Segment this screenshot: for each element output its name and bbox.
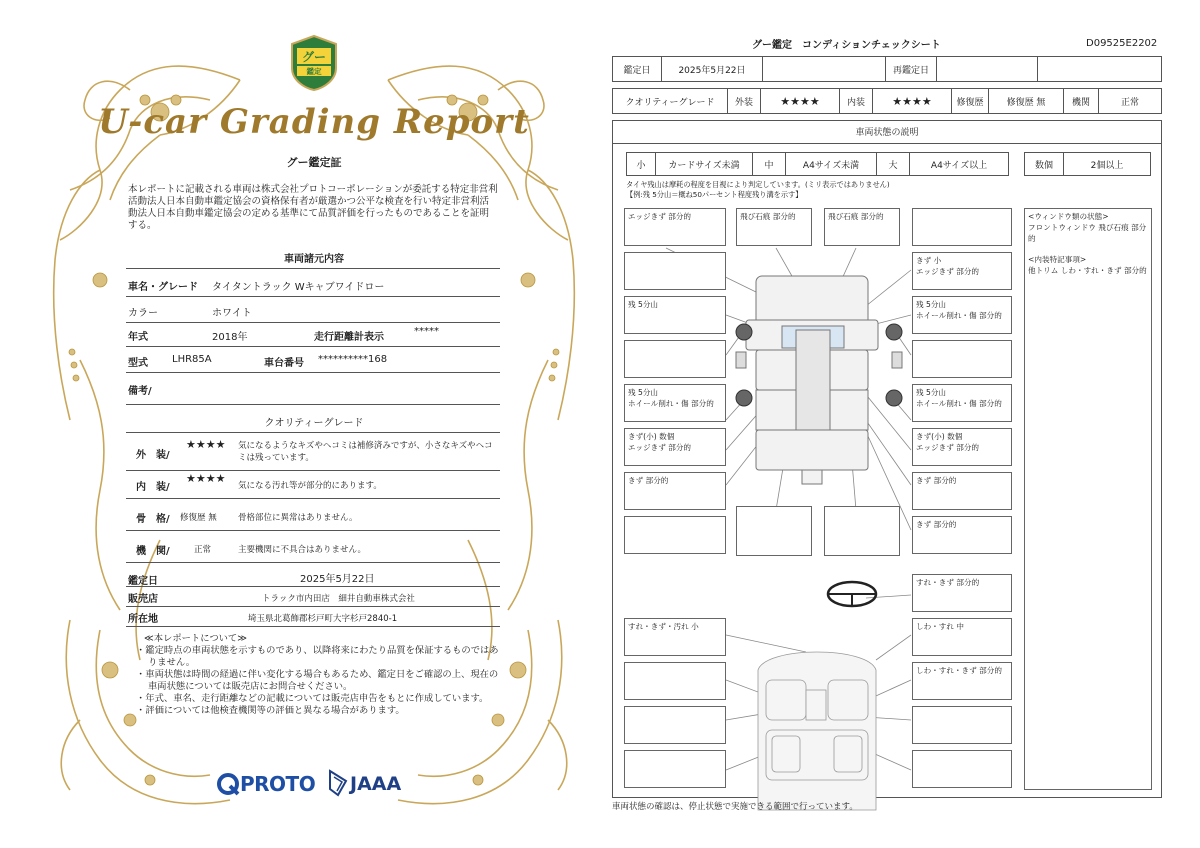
notes-heading: ≪本レポートについて≫ — [144, 633, 247, 644]
redate-label: 再鑑定日 — [885, 56, 937, 82]
date-label: 鑑定日 — [612, 56, 662, 82]
remarks-label: 備考/ — [128, 386, 152, 397]
divider — [126, 498, 500, 499]
large-label: 大 — [876, 152, 910, 176]
engine-label: 機 関/ — [136, 546, 170, 557]
exterior-label: 外装 — [727, 88, 761, 114]
spec-heading: 車両諸元内容 — [284, 254, 344, 265]
condition-box: 飛び石痕 部分的 — [824, 208, 900, 246]
document-id: D09525E2202 — [1086, 38, 1158, 49]
proto-logo-icon — [216, 772, 242, 796]
note-item: ・年式、車名、走行距離などの記載については販売店申告をもとに作成しています。 — [136, 693, 489, 704]
state-heading: 車両状態の説明 — [612, 120, 1162, 144]
truck-cab — [756, 276, 868, 326]
date-value: 2025年5月22日 — [300, 574, 375, 585]
condition-text: 残 5分山 — [916, 300, 947, 309]
proto-brand: PROTO — [240, 772, 316, 796]
condition-text: 残 5分山 — [916, 388, 947, 397]
mileage-value: ***** — [414, 326, 439, 337]
year-label: 年式 — [128, 332, 148, 343]
exterior-label: 外 装/ — [136, 450, 170, 461]
goo-kantei-logo — [288, 34, 340, 92]
certificate-title: グー鑑定証 — [286, 156, 342, 169]
divider — [126, 296, 500, 297]
condition-box — [912, 428, 1012, 466]
frame-text: 骨格部位に異常はありません。 — [238, 513, 358, 523]
condition-text: 残 5分山 — [628, 388, 659, 397]
condition-box: すれ・きず・汚れ 小 — [624, 618, 726, 656]
frame-label: 骨 格/ — [136, 514, 170, 525]
exterior-stars: ★★★★ — [760, 88, 840, 114]
condition-text: ホイール削れ・傷 部分的 — [916, 311, 1002, 320]
chassis-label: 車台番号 — [264, 358, 304, 369]
condition-box: しわ・すれ・きず 部分的 — [912, 662, 1012, 700]
interior-stars: ★★★★ — [186, 472, 226, 485]
condition-box — [912, 750, 1012, 788]
condition-box: きず 部分的 — [912, 472, 1012, 510]
interior-label: 内装 — [839, 88, 873, 114]
report-notes — [136, 633, 506, 717]
address-label: 所在地 — [128, 614, 158, 625]
condition-text: エッジきず 部分的 — [916, 443, 980, 452]
address-value: 埼玉県北葛飾郡杉戸町大字杉戸2840-1 — [248, 614, 398, 624]
condition-box — [624, 252, 726, 290]
condition-box: しわ・すれ 中 — [912, 618, 1012, 656]
exterior-text: 気になるようなキズやヘコミは補修済みですが、小さなキズやヘコミは残っています。 — [238, 441, 493, 463]
dealer-value: トラック市内田店 細井自動車株式会社 — [262, 594, 415, 604]
date-label: 鑑定日 — [128, 576, 158, 587]
condition-box: すれ・きず 部分的 — [912, 574, 1012, 612]
model-label: 型式 — [128, 358, 148, 369]
note-item: ・車両状態は時間の経過に伴い変化する場合もあるため、鑑定日をご確認の上、現在の車両状態については販売店にお問合せください。 — [136, 669, 499, 692]
sheet-footer: 車両状態の確認は、停止状態で実施できる範囲で行っています。 — [612, 802, 858, 812]
condition-box — [624, 706, 726, 744]
year-value: 2018年 — [212, 332, 248, 343]
divider — [126, 432, 500, 433]
divider — [126, 470, 500, 471]
special-notes-panel — [1024, 208, 1152, 790]
report-script-title: U-car Grading Report — [98, 102, 530, 142]
condition-box — [912, 252, 1012, 290]
condition-box: きず 部分的 — [624, 472, 726, 510]
color-label: カラー — [128, 308, 158, 319]
frame-value: 修復歴 無 — [180, 513, 217, 523]
tire-note-1: タイヤ残山は摩耗の程度を目視により判定しています。(ミリ表示ではありません) — [626, 180, 890, 189]
interior-notes-text: 他トリム しわ・すれ・きず 部分的 — [1028, 266, 1147, 275]
grading-certificate — [40, 20, 588, 830]
jaaa-logo-icon — [328, 769, 348, 797]
divider — [126, 586, 500, 587]
condition-box — [912, 296, 1012, 334]
condition-box: 飛び石痕 部分的 — [736, 208, 812, 246]
divider — [126, 372, 500, 373]
engine-value: 正常 — [1098, 88, 1162, 114]
repair-value: 修復歴 無 — [988, 88, 1064, 114]
condition-box — [912, 340, 1012, 378]
condition-box: エッジきず 部分的 — [624, 208, 726, 246]
svg-text:鑑定: 鑑定 — [306, 67, 322, 76]
mid-value: A4サイズ未満 — [785, 152, 877, 176]
small-label: 小 — [626, 152, 656, 176]
date-value: 2025年5月22日 — [661, 56, 763, 82]
mid-label: 中 — [752, 152, 786, 176]
condition-box — [624, 384, 726, 422]
interior-stars: ★★★★ — [872, 88, 952, 114]
divider — [126, 346, 500, 347]
condition-text: きず(小) 数個 — [916, 432, 963, 441]
color-value: ホワイト — [212, 308, 252, 319]
large-value: A4サイズ以上 — [909, 152, 1009, 176]
condition-text: きず(小) 数個 — [628, 432, 675, 441]
condition-box: きず 部分的 — [912, 516, 1012, 554]
sheet-title: グー鑑定 コンディションチェックシート — [752, 40, 941, 51]
exterior-stars: ★★★★ — [186, 438, 226, 451]
divider — [126, 404, 500, 405]
condition-box: 残 5分山 — [624, 296, 726, 334]
divider — [126, 606, 500, 607]
note-item: ・鑑定時点の車両状態を示すものであり、以降将来にわたり品質を保証するものではありません。 — [136, 645, 499, 668]
condition-box — [624, 340, 726, 378]
small-value: カードサイズ未満 — [655, 152, 753, 176]
damage-diagram — [606, 30, 1026, 820]
condition-text: ホイール削れ・傷 部分的 — [916, 399, 1002, 408]
condition-text: ホイール削れ・傷 部分的 — [628, 399, 714, 408]
engine-text: 主要機関に不具合はありません。 — [238, 545, 367, 555]
quality-label: クオリティーグレード — [612, 88, 728, 114]
count-value: 2個以上 — [1063, 152, 1151, 176]
condition-box — [624, 428, 726, 466]
divider — [126, 530, 500, 531]
condition-text: エッジきず 部分的 — [916, 267, 980, 276]
chassis-value: **********168 — [318, 354, 388, 365]
condition-box — [624, 662, 726, 700]
condition-text: エッジきず 部分的 — [628, 443, 692, 452]
condition-box — [736, 506, 812, 556]
condition-box — [912, 208, 1012, 246]
count-label: 数個 — [1024, 152, 1064, 176]
window-text: フロントウィンドウ 飛び石痕 部分的 — [1028, 223, 1147, 243]
steering-wheel-icon — [828, 582, 876, 606]
window-heading: <ウィンドウ類の状態> — [1028, 212, 1109, 221]
mileage-label: 走行距離計表示 — [314, 332, 384, 343]
condition-box — [912, 384, 1012, 422]
divider — [126, 268, 500, 269]
condition-check-sheet — [606, 30, 1176, 820]
condition-box — [912, 706, 1012, 744]
car-name-label: 車名・グレード — [128, 282, 198, 293]
condition-text: きず 小 — [916, 256, 942, 265]
engine-value: 正常 — [194, 545, 212, 555]
dealer-label: 販売店 — [128, 594, 158, 605]
svg-text:グー: グー — [301, 50, 327, 64]
intro-text: 本レポートに記載される車両は株式会社プロトコーポレーションが委託する特定非営利活動法人日本自動車鑑定協会の資格保有者が厳選かつ公平な検査を行い特定非営利活動法人日本自動車鑑定協会の定める基準にて品質評価を行ったものであることを証明する。 — [128, 184, 498, 231]
model-value: LHR85A — [172, 354, 212, 365]
tire-note-2: 【例:残 5分山＝概ね50パーセント程度残り溝を示す】 — [626, 190, 803, 199]
condition-box — [624, 516, 726, 554]
divider — [126, 562, 500, 563]
quality-heading: クオリティーグレード — [264, 418, 364, 429]
interior-notes-heading: <内装特記事項> — [1028, 255, 1087, 264]
interior-text: 気になる汚れ等が部分的にあります。 — [238, 481, 382, 491]
repair-label: 修復歴 — [951, 88, 989, 114]
jaaa-brand: JAAA — [350, 773, 402, 795]
interior-label: 内 装/ — [136, 482, 170, 493]
divider — [126, 322, 500, 323]
condition-box — [624, 750, 726, 788]
note-item: ・評価については他検査機関等の評価と異なる場合があります。 — [136, 705, 405, 716]
divider — [126, 626, 500, 627]
engine-label: 機関 — [1063, 88, 1099, 114]
condition-box — [824, 506, 900, 556]
car-name-value: タイタントラック Wキャブワイドロー — [212, 282, 385, 293]
